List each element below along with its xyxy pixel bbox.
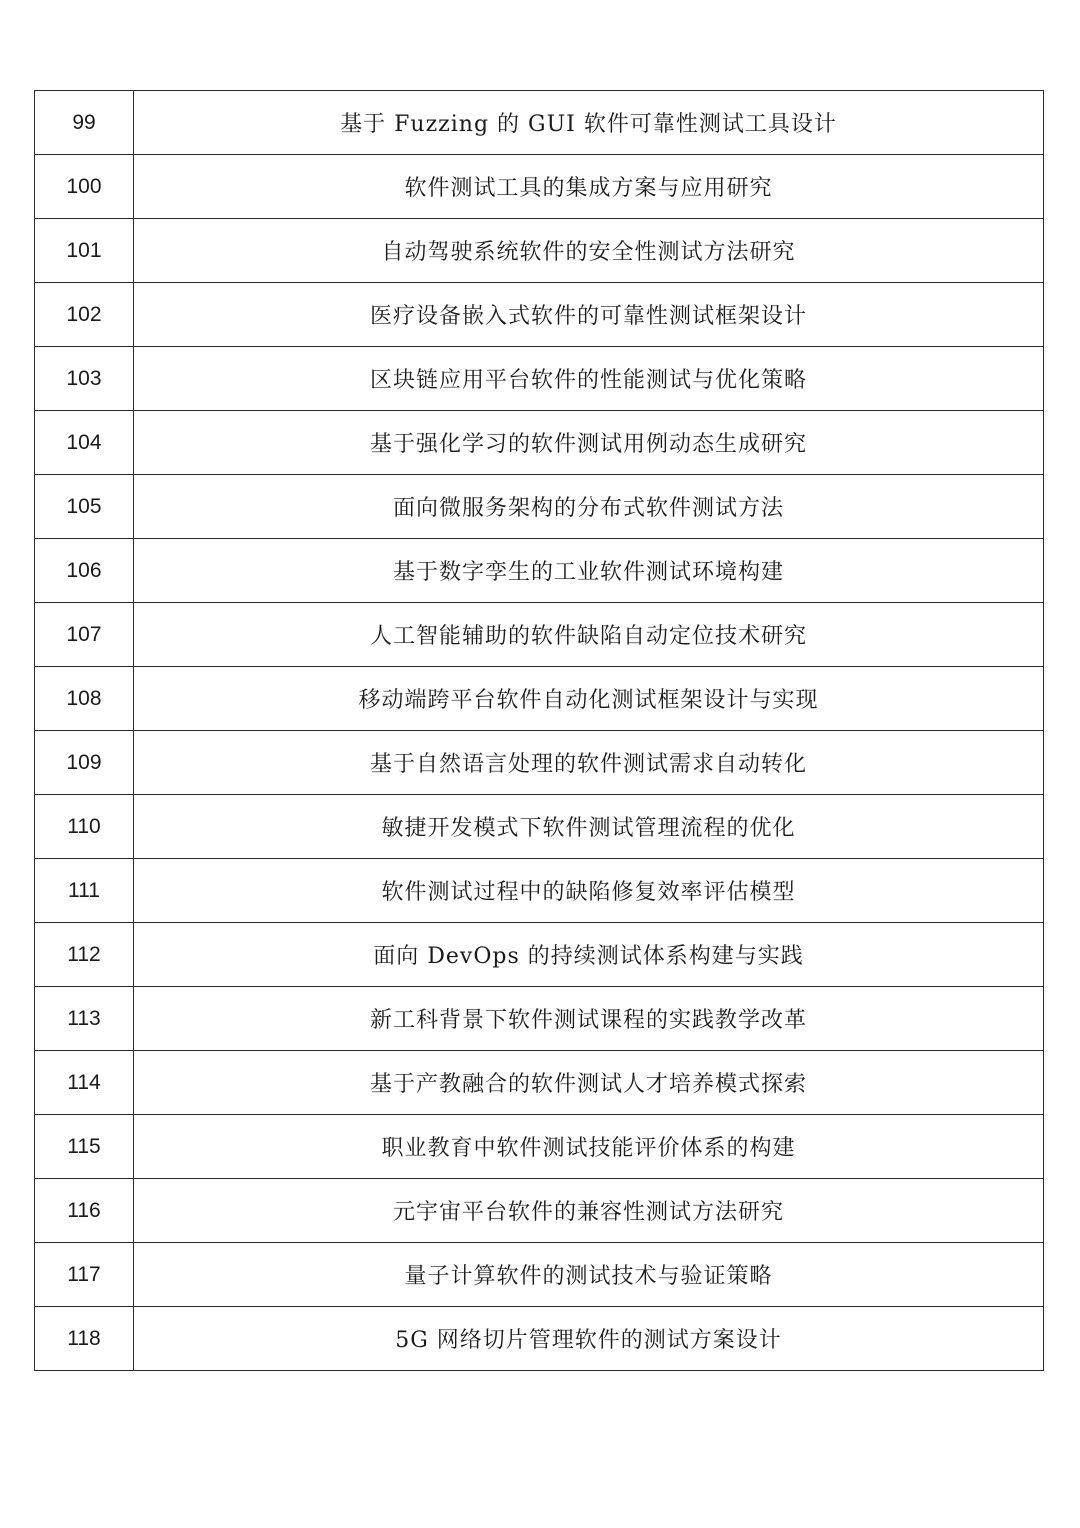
row-title: 量子计算软件的测试技术与验证策略 — [134, 1243, 1044, 1307]
table-row — [35, 667, 1044, 731]
table-row — [35, 1051, 1044, 1115]
row-title: 新工科背景下软件测试课程的实践教学改革 — [134, 987, 1044, 1051]
row-number: 115 — [35, 1115, 134, 1179]
row-number: 103 — [35, 347, 134, 411]
row-title: 自动驾驶系统软件的安全性测试方法研究 — [134, 219, 1044, 283]
row-number: 114 — [35, 1051, 134, 1115]
row-title: 医疗设备嵌入式软件的可靠性测试框架设计 — [134, 283, 1044, 347]
row-title: 移动端跨平台软件自动化测试框架设计与实现 — [134, 667, 1044, 731]
table-row — [35, 1115, 1044, 1179]
table-row — [35, 411, 1044, 475]
table-row — [35, 1243, 1044, 1307]
row-number: 113 — [35, 987, 134, 1051]
row-title: 软件测试工具的集成方案与应用研究 — [134, 155, 1044, 219]
row-title: 面向微服务架构的分布式软件测试方法 — [134, 475, 1044, 539]
row-number: 111 — [35, 859, 134, 923]
table-row — [35, 1179, 1044, 1243]
row-title: 基于 Fuzzing 的 GUI 软件可靠性测试工具设计 — [134, 91, 1044, 155]
row-number: 116 — [35, 1179, 134, 1243]
row-title: 基于产教融合的软件测试人才培养模式探索 — [134, 1051, 1044, 1115]
table-row — [35, 219, 1044, 283]
row-number: 101 — [35, 219, 134, 283]
table-row — [35, 539, 1044, 603]
row-number: 104 — [35, 411, 134, 475]
row-number: 110 — [35, 795, 134, 859]
table-row — [35, 283, 1044, 347]
row-title: 元宇宙平台软件的兼容性测试方法研究 — [134, 1179, 1044, 1243]
table-row — [35, 347, 1044, 411]
table-row — [35, 155, 1044, 219]
row-number: 102 — [35, 283, 134, 347]
row-number: 117 — [35, 1243, 134, 1307]
row-number: 99 — [35, 91, 134, 155]
row-number: 100 — [35, 155, 134, 219]
row-number: 118 — [35, 1307, 134, 1371]
row-number: 105 — [35, 475, 134, 539]
row-number: 112 — [35, 923, 134, 987]
table-row — [35, 731, 1044, 795]
row-number: 106 — [35, 539, 134, 603]
row-number: 107 — [35, 603, 134, 667]
row-title: 基于强化学习的软件测试用例动态生成研究 — [134, 411, 1044, 475]
row-title: 基于自然语言处理的软件测试需求自动转化 — [134, 731, 1044, 795]
table-row — [35, 795, 1044, 859]
table-row — [35, 603, 1044, 667]
row-title: 区块链应用平台软件的性能测试与优化策略 — [134, 347, 1044, 411]
table-row — [35, 475, 1044, 539]
table-row — [35, 91, 1044, 155]
row-number: 108 — [35, 667, 134, 731]
table-row — [35, 987, 1044, 1051]
table-row — [35, 1307, 1044, 1371]
row-title: 敏捷开发模式下软件测试管理流程的优化 — [134, 795, 1044, 859]
row-title: 软件测试过程中的缺陷修复效率评估模型 — [134, 859, 1044, 923]
row-title: 面向 DevOps 的持续测试体系构建与实践 — [134, 923, 1044, 987]
row-title: 人工智能辅助的软件缺陷自动定位技术研究 — [134, 603, 1044, 667]
row-title: 5G 网络切片管理软件的测试方案设计 — [134, 1307, 1044, 1371]
topic-table — [34, 90, 1044, 1371]
row-title: 职业教育中软件测试技能评价体系的构建 — [134, 1115, 1044, 1179]
row-title: 基于数字孪生的工业软件测试环境构建 — [134, 539, 1044, 603]
table-row — [35, 859, 1044, 923]
table-row — [35, 923, 1044, 987]
topic-table-body — [35, 91, 1044, 1371]
row-number: 109 — [35, 731, 134, 795]
